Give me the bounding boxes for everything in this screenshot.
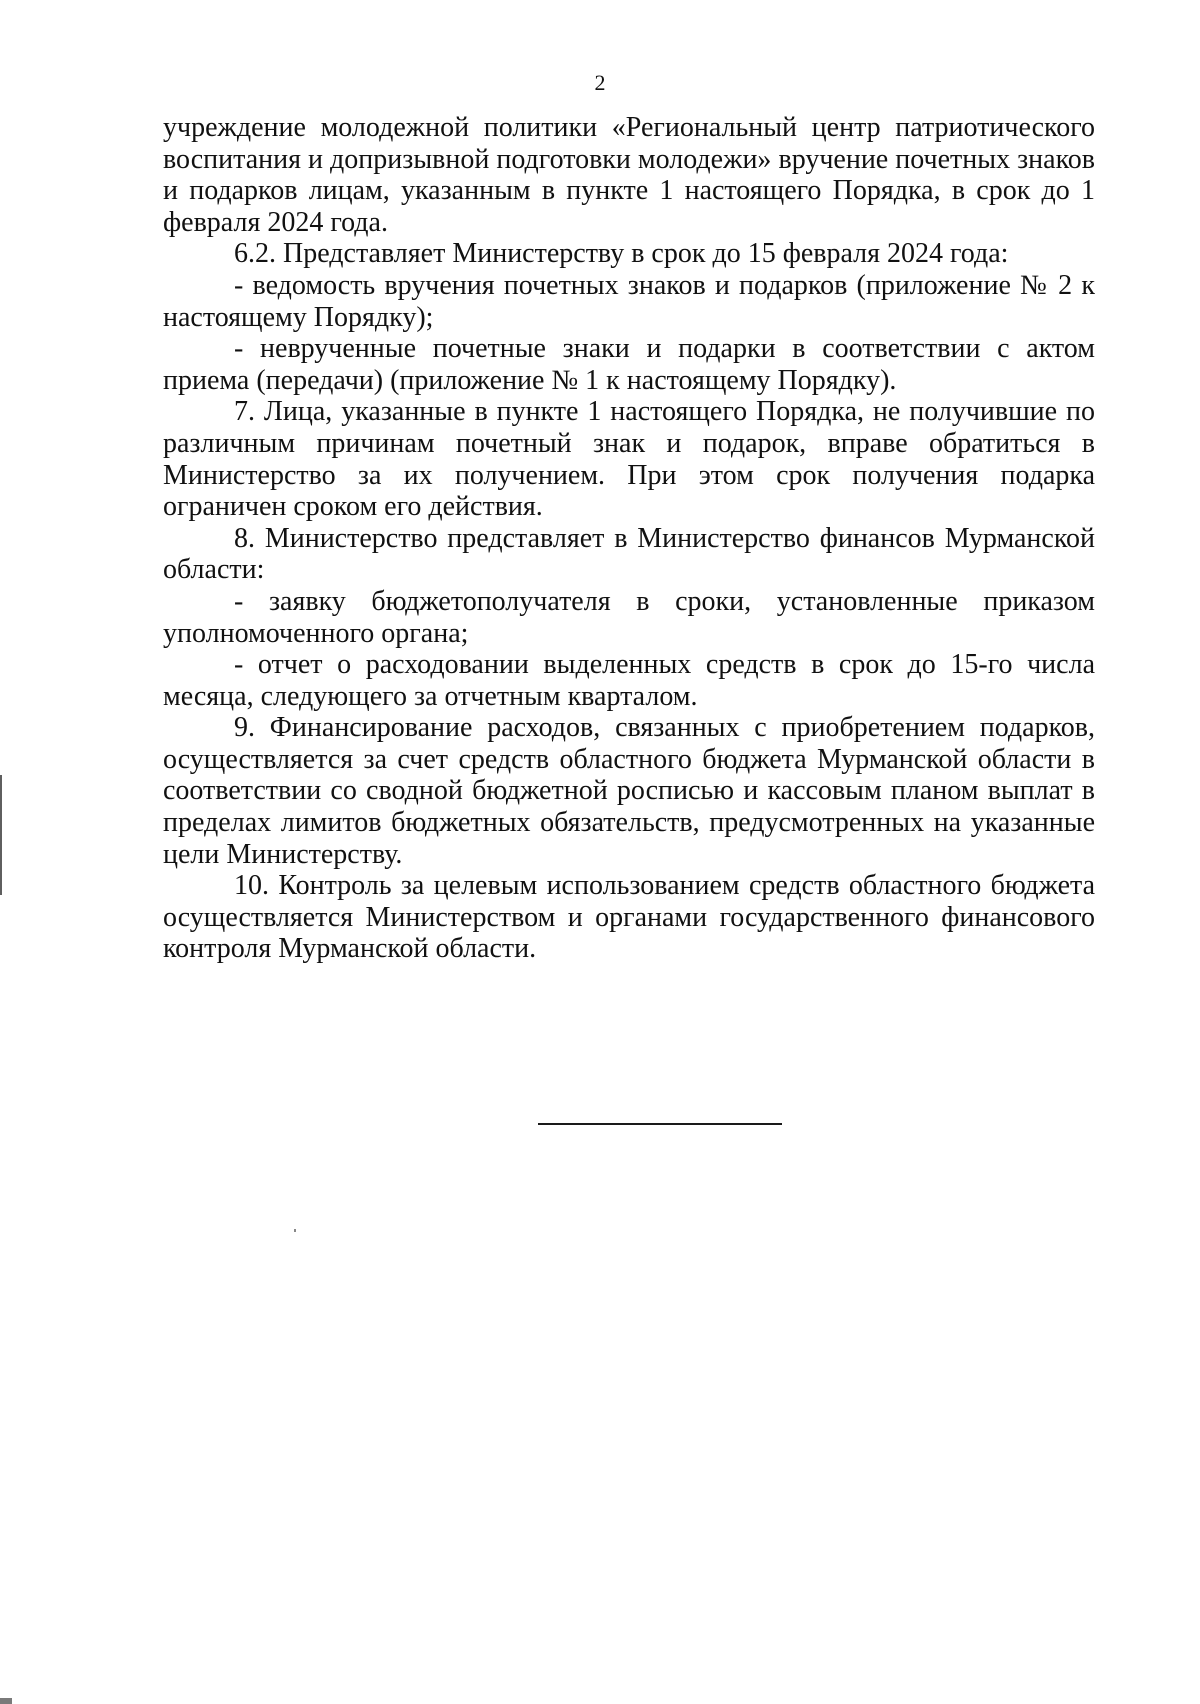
paragraph-9: 9. Финансирование расходов, связанных с приобретением подарков, осуществляется за счет средств областного бюджета Мурманской области в соответствии со сводной бюджетной росписью и кассовым планом выплат в пределах лимитов бюджетных обязательств, предусмотренных на указанные цели Министерству. — [163, 712, 1095, 870]
list-item-undelivered: - неврученные почетные знаки и подарки в соответствии с актом приема (передачи) (приложение № 1 к настоящему Порядку). — [163, 333, 1095, 396]
end-separator-line — [538, 1123, 782, 1125]
list-item-report: - отчет о расходовании выделенных средств в срок до 15-го числа месяца, следующего за отчетным кварталом. — [163, 649, 1095, 712]
scan-corner-mark — [0, 1698, 12, 1704]
scan-edge-mark — [0, 775, 5, 895]
scan-speck — [294, 1229, 296, 1232]
paragraph-8: 8. Министерство представляет в Министерство финансов Мурманской области: — [163, 522, 1095, 586]
paragraph-10: 10. Контроль за целевым использованием средств областного бюджета осуществляется Министерством и органами государственного финансового контроля Мурманской области. — [163, 870, 1095, 965]
paragraph-7: 7. Лица, указанные в пункте 1 настоящего Порядка, не получившие по различным причинам почетный знак и подарок, вправе обратиться в Министерство за их получением. При этом срок получения подарка ограничен сроком его действия. — [163, 396, 1095, 523]
list-item-application: - заявку бюджетополучателя в сроки, установленные приказом уполномоченного органа; — [163, 585, 1095, 649]
page-number: 2 — [594, 70, 606, 95]
list-item-statement: - ведомость вручения почетных знаков и подарков (приложение № 2 к настоящему Порядку); — [163, 269, 1095, 333]
document-body — [163, 112, 1095, 965]
paragraph-continuation: учреждение молодежной политики «Региональный центр патриотического воспитания и допризывной подготовки молодежи» вручение почетных знаков и подарков лицам, указанным в пункте 1 настоящего Порядка, в срок до 1 февраля 2024 года. — [163, 112, 1095, 238]
paragraph-6-2: 6.2. Представляет Министерству в срок до 15 февраля 2024 года: — [234, 238, 1009, 270]
